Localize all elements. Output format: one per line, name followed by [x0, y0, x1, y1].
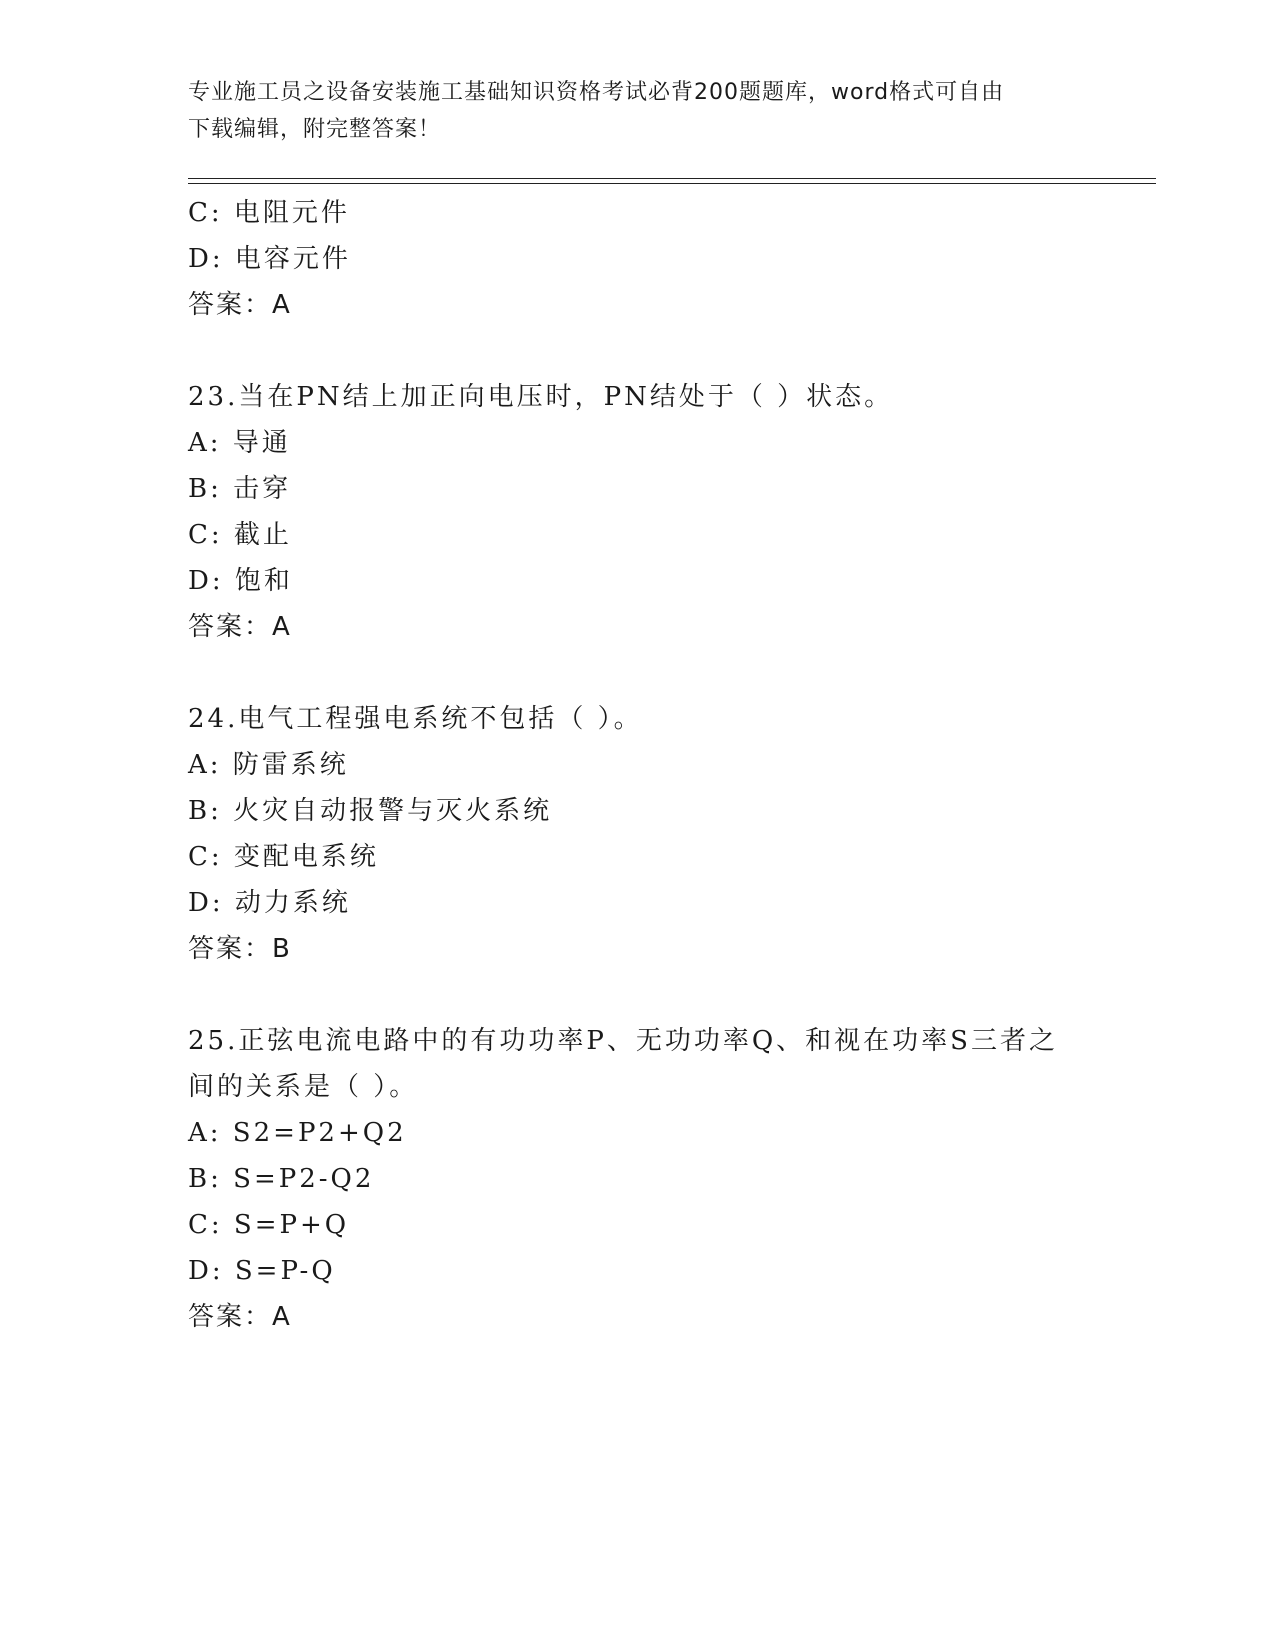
spacer [188, 328, 1088, 374]
option-d: D: 饱和 [188, 566, 293, 596]
question-text-line-2: 间的关系是（ ）。 [188, 1072, 419, 1102]
option-a: A: S2=P2+Q2 [188, 1118, 407, 1148]
option-b: B: 击穿 [188, 474, 292, 504]
question-25 [188, 1018, 1088, 1340]
question-text: 24.电气工程强电系统不包括（ ）。 [188, 704, 643, 734]
option-c: C: 电阻元件 [188, 198, 350, 228]
option-a: A: 防雷系统 [188, 750, 349, 780]
answer-line: 答案：A [188, 612, 292, 642]
header-divider-top [188, 178, 1156, 179]
option-c: C: 变配电系统 [188, 842, 379, 872]
option-d: D: 电容元件 [188, 244, 351, 274]
answer-line: 答案：A [188, 290, 292, 320]
question-text: 23.当在PN结上加正向电压时，PN结处于（ ）状态。 [188, 382, 894, 412]
answer-line: 答案：A [188, 1302, 292, 1332]
header-divider-bottom [188, 183, 1156, 184]
option-b: B: S=P2-Q2 [188, 1164, 375, 1194]
question-24 [188, 696, 1088, 972]
option-a: A: 导通 [188, 428, 291, 458]
document-header [188, 74, 1088, 148]
option-c: C: S=P+Q [188, 1210, 350, 1240]
spacer [188, 972, 1088, 1018]
answer-line: 答案：B [188, 934, 292, 964]
header-line-2: 下载编辑，附完整答案！ [188, 117, 442, 142]
option-d: D: S=P-Q [188, 1256, 336, 1286]
spacer [188, 650, 1088, 696]
option-b: B: 火灾自动报警与灭火系统 [188, 796, 553, 826]
question-23 [188, 374, 1088, 650]
header-line-1: 专业施工员之设备安装施工基础知识资格考试必背200题题库，word格式可自由 [188, 80, 1005, 105]
prev-question-block [188, 190, 1088, 328]
question-text-line-1: 25.正弦电流电路中的有功功率P、无功功率Q、和视在功率S三者之 [188, 1026, 1058, 1056]
option-c: C: 截止 [188, 520, 292, 550]
question-content [188, 190, 1088, 1340]
option-d: D: 动力系统 [188, 888, 351, 918]
